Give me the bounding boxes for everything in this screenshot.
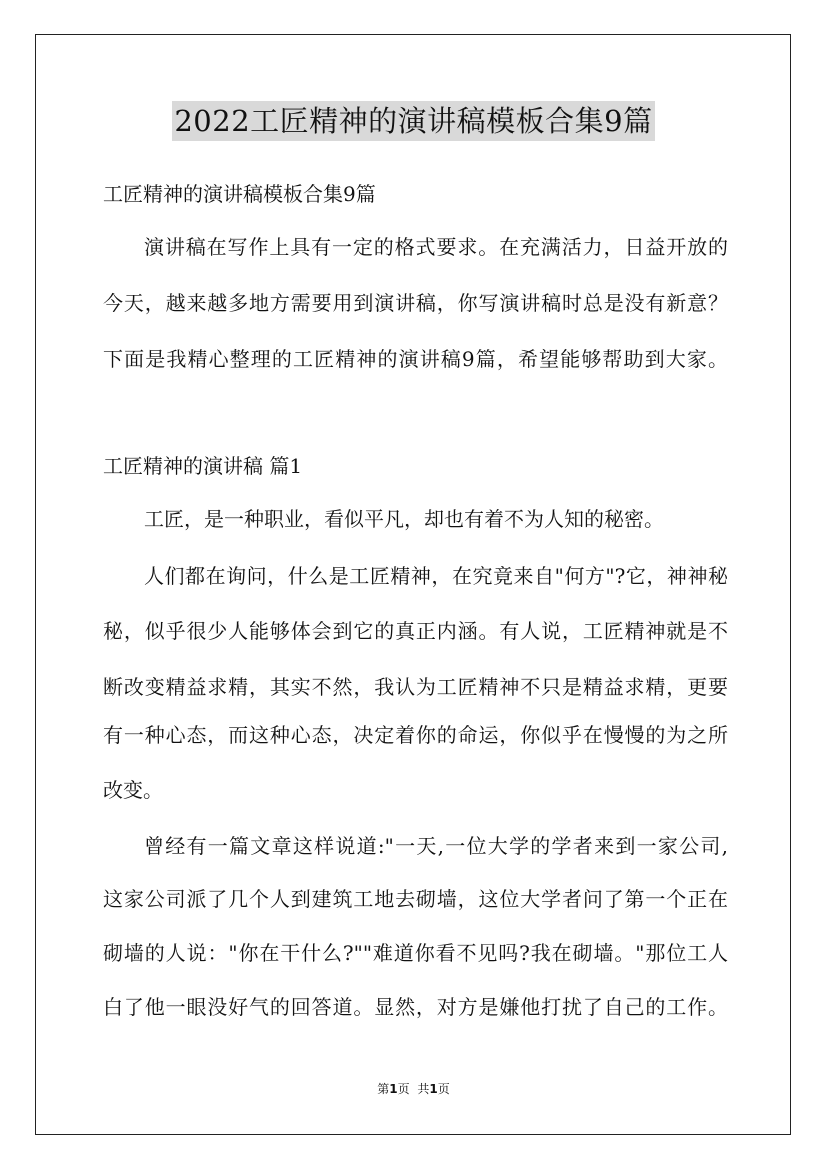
footer-prefix: 第 xyxy=(377,1082,390,1096)
intro-line-3: 下面是我精心整理的工匠精神的演讲稿9篇，希望能够帮助到大家。 xyxy=(103,347,728,371)
para3-line-3: 砌墙的人说："你在干什么?""难道你看不见吗?我在砌墙。"那位工人 xyxy=(103,941,728,965)
page-footer xyxy=(0,1081,827,1097)
para2-line-2: 秘，似乎很少人能够体会到它的真正内涵。有人说，工匠精神就是不 xyxy=(103,619,728,643)
intro-line-2: 今天，越来越多地方需要用到演讲稿，你写演讲稿时总是没有新意？ xyxy=(103,291,728,315)
intro-line-1: 演讲稿在写作上具有一定的格式要求。在充满活力，日益开放的 xyxy=(144,235,728,259)
para3-line-4: 白了他一眼没好气的回答道。显然，对方是嫌他打扰了自己的工作。 xyxy=(103,995,728,1019)
para3-line-2: 这家公司派了几个人到建筑工地去砌墙，这位大学者问了第一个正在 xyxy=(103,887,728,911)
para2-line-3: 断改变精益求精，其实不然，我认为工匠精神不只是精益求精，更要 xyxy=(103,675,728,699)
footer-page-suffix: 页 xyxy=(397,1082,410,1096)
footer-total-prefix: 共 xyxy=(417,1082,430,1096)
para2-line-5: 改变。 xyxy=(103,778,163,802)
footer-total-pages: 1 xyxy=(429,1082,438,1096)
footer-page-number: 1 xyxy=(389,1082,398,1096)
para1-line-1: 工匠，是一种职业，看似平凡，却也有着不为人知的秘密。 xyxy=(144,507,664,531)
para2-line-4: 有一种心态，而这种心态，决定着你的命运，你似乎在慢慢的为之所 xyxy=(103,723,728,747)
section-heading: 工匠精神的演讲稿 篇1 xyxy=(103,454,303,478)
title-container xyxy=(0,101,827,141)
document-subtitle: 工匠精神的演讲稿模板合集9篇 xyxy=(103,182,376,206)
footer-total-suffix: 页 xyxy=(437,1082,450,1096)
para2-line-1: 人们都在询问，什么是工匠精神，在究竟来自"何方"?它，神神秘 xyxy=(144,564,728,588)
para3-line-1: 曾经有一篇文章这样说道:"一天,一位大学的学者来到一家公司, xyxy=(144,834,728,858)
document-title: 2022工匠精神的演讲稿模板合集9篇 xyxy=(172,101,654,141)
